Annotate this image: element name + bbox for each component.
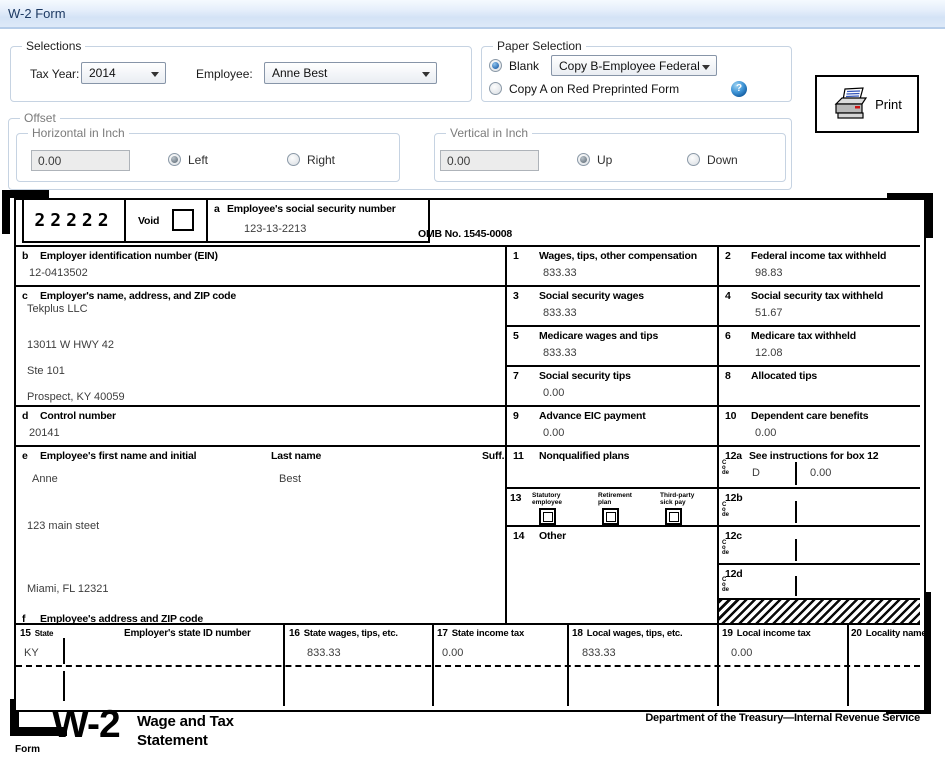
box-c-label: Employer's name, address, and ZIP code: [40, 290, 237, 302]
box-d: [16, 407, 505, 447]
box-18-value: 833.33: [582, 647, 616, 659]
divider: [63, 638, 65, 664]
print-button-label: Print: [875, 96, 902, 112]
box-5-value: 833.33: [543, 347, 577, 359]
box-2: [717, 247, 920, 287]
left-radio[interactable]: [168, 153, 181, 166]
box-f-label: Employee's address and ZIP code: [40, 613, 203, 625]
horizontal-offset-input[interactable]: [31, 150, 130, 171]
blank-radio[interactable]: [489, 59, 502, 72]
chevron-down-icon: [422, 72, 430, 77]
box-14-number: 14: [513, 530, 525, 542]
box-1: [505, 247, 717, 287]
box-d-number: d: [22, 410, 29, 422]
retirement-plan-label: Retirement plan: [598, 492, 632, 506]
offset-group-label: Offset: [20, 111, 60, 125]
checkbox-inner: [606, 512, 616, 522]
box-18-number: 18: [572, 628, 583, 639]
box-8-number: 8: [725, 370, 731, 382]
box-10-number: 10: [725, 410, 737, 422]
box-12a: [717, 447, 920, 489]
box-e-label: Employee's first name and initial: [40, 450, 197, 462]
box-12a-number: 12a: [725, 450, 742, 462]
box-b-number: b: [22, 250, 29, 262]
box-15-value: KY: [24, 647, 39, 659]
box-17-label: State income tax: [451, 628, 525, 639]
statutory-employee-checkbox[interactable]: [539, 508, 556, 525]
help-globe-icon[interactable]: ?: [731, 81, 747, 97]
box-7-value: 0.00: [543, 387, 565, 399]
code-column-label: Code: [722, 460, 730, 476]
print-button[interactable]: [815, 75, 919, 133]
box-12a-label: See instructions for box 12: [749, 450, 879, 462]
right-radio-label[interactable]: Right: [307, 153, 336, 167]
box-16-label: State wages, tips, etc.: [303, 628, 398, 639]
box-8-label: Allocated tips: [751, 370, 818, 382]
employee-last-name: Best: [279, 473, 302, 485]
box-1-value: 833.33: [543, 267, 577, 279]
box-5-label: Medicare wages and tips: [539, 330, 659, 342]
tax-year-dropdown[interactable]: [81, 62, 166, 84]
box-3-value: 833.33: [543, 307, 577, 319]
divider: [795, 576, 797, 596]
box-18-label: Local wages, tips, etc.: [586, 628, 683, 639]
box-17-value: 0.00: [442, 647, 464, 659]
box-19-value: 0.00: [731, 647, 753, 659]
box-b: [16, 247, 505, 287]
employee-label: Employee:: [196, 67, 253, 81]
hatched-area: [717, 600, 920, 625]
printer-icon: [832, 86, 872, 122]
vertical-offset-group-label: Vertical in Inch: [446, 126, 532, 140]
box-4-label: Social security tax withheld: [751, 290, 884, 302]
form-title-line2: Statement: [137, 732, 208, 749]
box-4-number: 4: [725, 290, 731, 302]
box-f-number: f: [22, 613, 26, 625]
box-2-value: 98.83: [755, 267, 783, 279]
code-column-label: Code: [722, 540, 730, 556]
box-a-label: Employee's social security number: [227, 203, 396, 215]
box-12b: [717, 489, 920, 527]
box-12d: [717, 565, 920, 600]
box-14-label: Other: [539, 530, 567, 542]
form-code-box: 22222: [22, 198, 126, 243]
box-12d-number: 12d: [725, 568, 743, 580]
box-19-label: Local income tax: [736, 628, 811, 639]
box-5-number: 5: [513, 330, 519, 342]
box-11-label: Nonqualified plans: [539, 450, 630, 462]
box-5: [505, 327, 717, 367]
box-1-label: Wages, tips, other compensation: [539, 250, 697, 262]
box-d-label: Control number: [40, 410, 116, 422]
employee-dropdown[interactable]: [264, 62, 437, 84]
box-c: [16, 287, 505, 407]
box-4: [717, 287, 920, 327]
last-name-label: Last name: [271, 450, 322, 462]
box-20-label-row: [851, 628, 927, 639]
box-6-number: 6: [725, 330, 731, 342]
third-party-sick-pay-label: Third-party sick pay: [660, 492, 695, 506]
window-title: W-2 Form: [8, 6, 66, 21]
right-radio[interactable]: [287, 153, 300, 166]
box-7: [505, 367, 717, 407]
box-16-label-row: [289, 628, 398, 639]
paper-selection-group-label: Paper Selection: [493, 39, 586, 53]
box-16-value: 833.33: [307, 647, 341, 659]
divider: [795, 501, 797, 523]
blank-radio-label[interactable]: Blank: [509, 59, 540, 73]
box-7-number: 7: [513, 370, 519, 382]
dashed-row-divider: [16, 665, 920, 667]
box-10-label: Dependent care benefits: [751, 410, 869, 422]
code-column-label: Code: [722, 502, 730, 518]
box-2-label: Federal income tax withheld: [751, 250, 887, 262]
paper-type-value: Copy B-Employee Federal: [559, 59, 700, 73]
box-11: [505, 447, 717, 489]
employer-address-line1: 13011 W HWY 42: [27, 339, 115, 351]
form-title-line1: Wage and Tax: [137, 713, 234, 730]
box-d-value: 20141: [29, 427, 60, 439]
suffix-label: Suff.: [482, 450, 505, 462]
box-7-label: Social security tips: [539, 370, 631, 382]
corner-mark: [2, 190, 10, 234]
box-17-label-row: [437, 628, 524, 639]
employer-city-state-zip: Prospect, KY 40059: [27, 391, 125, 403]
box-16-number: 16: [289, 628, 300, 639]
box-f-label-row: [16, 610, 203, 625]
box-8: [717, 367, 920, 407]
copy-a-radio[interactable]: [489, 82, 502, 95]
title-bar: [0, 0, 945, 29]
box-1-number: 1: [513, 250, 519, 262]
void-checkbox[interactable]: [172, 209, 194, 231]
box-2-number: 2: [725, 250, 731, 262]
divider: [795, 539, 797, 561]
box-17-number: 17: [437, 628, 448, 639]
corner-mark: [925, 193, 933, 238]
up-radio[interactable]: [577, 153, 590, 166]
box-6-value: 12.08: [755, 347, 783, 359]
state-local-row: [16, 625, 927, 706]
box-a: [206, 198, 430, 243]
box-3: [505, 287, 717, 327]
down-radio-label[interactable]: Down: [707, 153, 738, 167]
box-9-number: 9: [513, 410, 519, 422]
checkbox-inner: [543, 512, 553, 522]
box-19-number: 19: [722, 628, 733, 639]
box-b-value: 12-0413502: [29, 267, 88, 279]
box-9-value: 0.00: [543, 427, 565, 439]
box-6: [717, 327, 920, 367]
void-box: [124, 198, 208, 243]
box-4-value: 51.67: [755, 307, 783, 319]
paper-type-dropdown[interactable]: [551, 55, 717, 76]
box-3-number: 3: [513, 290, 519, 302]
w2-logo: W-2: [52, 703, 120, 746]
employer-address-line2: Ste 101: [27, 365, 65, 377]
box-11-number: 11: [513, 450, 524, 462]
box-10-value: 0.00: [755, 427, 777, 439]
box-e: [16, 447, 505, 625]
box-15-label-row: [20, 628, 53, 639]
selections-group-label: Selections: [22, 39, 85, 53]
box-9-label: Advance EIC payment: [539, 410, 646, 422]
horizontal-offset-group-label: Horizontal in Inch: [28, 126, 129, 140]
box-3-label: Social security wages: [539, 290, 644, 302]
form-word: Form: [15, 744, 40, 755]
box-18-label-row: [572, 628, 682, 639]
box-6-label: Medicare tax withheld: [751, 330, 856, 342]
box-c-number: c: [22, 290, 28, 302]
void-label: Void: [138, 215, 160, 227]
box-19-label-row: [722, 628, 811, 639]
omb-number: OMB No. 1545-0008: [418, 228, 513, 240]
left-radio-label[interactable]: Left: [188, 153, 209, 167]
up-radio-label[interactable]: Up: [597, 153, 613, 167]
employee-value: Anne Best: [272, 66, 328, 80]
box-20-label: Locality name: [865, 628, 927, 639]
employee-city-state-zip: Miami, FL 12321: [27, 583, 109, 595]
code-column-label: Code: [722, 577, 730, 593]
box-e-number: e: [22, 450, 28, 462]
box-b-label: Employer identification number (EIN): [40, 250, 218, 262]
statutory-employee-label: Statutory employee: [532, 492, 562, 506]
down-radio[interactable]: [687, 153, 700, 166]
box-12a-code: D: [752, 467, 760, 479]
chevron-down-icon: [702, 65, 710, 70]
w2-form-preview: [14, 198, 926, 712]
form-top-band: [16, 200, 920, 247]
box-a-number: a: [214, 203, 220, 215]
box-12c: [717, 527, 920, 565]
employer-name: Tekplus LLC: [27, 303, 88, 315]
box-14: [505, 527, 717, 625]
box-13: [505, 489, 717, 527]
tax-year-value: 2014: [89, 66, 116, 80]
checkbox-inner: [669, 512, 679, 522]
employee-first-name: Anne: [32, 473, 58, 485]
box-15-state-label: State: [34, 629, 54, 638]
box-15-number: 15: [20, 628, 31, 639]
employee-address-line: 123 main steet: [27, 520, 100, 532]
box-9: [505, 407, 717, 447]
box-a-value: 123-13-2213: [244, 223, 307, 235]
box-12b-number: 12b: [725, 492, 743, 504]
retirement-plan-checkbox[interactable]: [602, 508, 619, 525]
copy-a-radio-label[interactable]: Copy A on Red Preprinted Form: [509, 82, 680, 96]
divider: [795, 462, 797, 485]
box-12c-number: 12c: [725, 530, 742, 542]
vertical-offset-input[interactable]: [440, 150, 539, 171]
box-15-label: Employer's state ID number: [124, 628, 251, 639]
treasury-department-text: Department of the Treasury—Internal Revenue Service: [645, 712, 920, 724]
chevron-down-icon: [151, 72, 159, 77]
tax-year-label: Tax Year:: [30, 67, 80, 81]
box-20-number: 20: [851, 628, 862, 639]
divider: [63, 671, 65, 701]
third-party-sick-pay-checkbox[interactable]: [665, 508, 682, 525]
box-12a-value: 0.00: [810, 467, 832, 479]
box-13-number: 13: [510, 492, 522, 504]
box-10: [717, 407, 920, 447]
